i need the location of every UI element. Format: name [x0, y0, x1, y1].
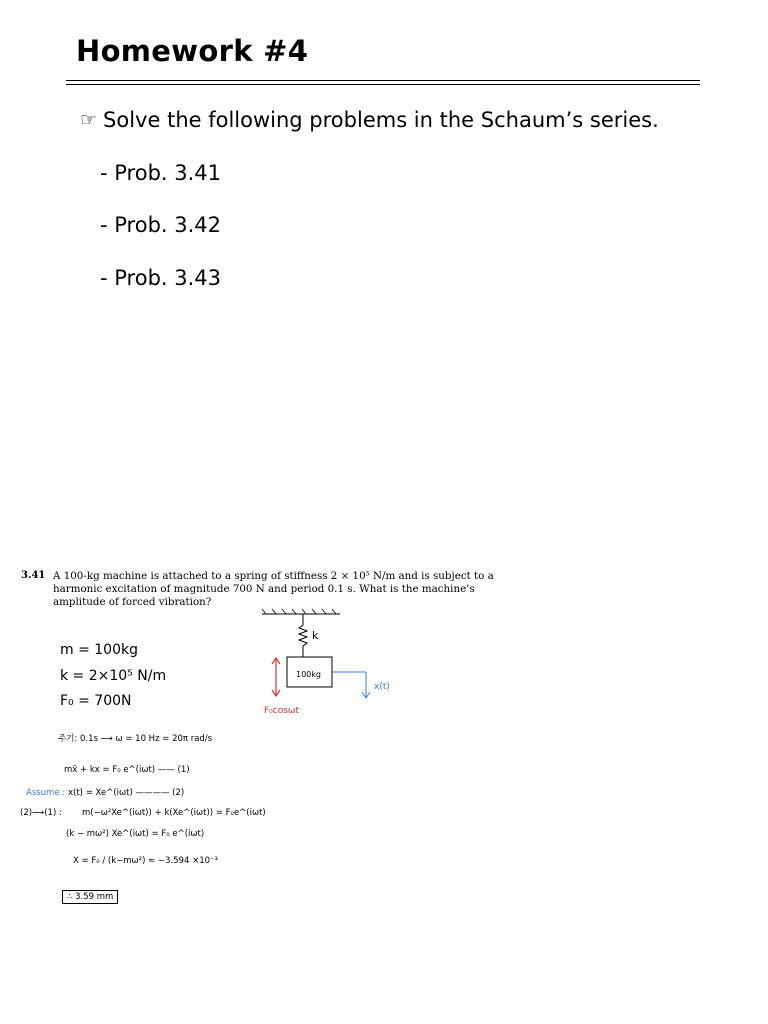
spring	[299, 614, 307, 657]
page-title: Homework #4	[76, 34, 309, 68]
equation-of-motion: mẍ + kx = F₀ e^(iωt) —— (1)	[64, 765, 190, 775]
given-stiffness: k = 2×10⁵ N/m	[60, 668, 167, 684]
problem-number: 3.41	[21, 570, 46, 581]
instruction-line	[80, 108, 659, 132]
problem-statement: A 100-kg machine is attached to a spring of stiffness 2 × 10⁵ N/m and is subject to a harmonic excitation of magnitude 700 N and period 0.1 s. What is the machine’s amplitude of forced vibration?	[53, 570, 494, 608]
force-label: F₀cosωt	[264, 706, 299, 716]
problem-item: - Prob. 3.42	[100, 213, 222, 237]
pointing-hand-icon: ☞	[80, 109, 98, 131]
period-line: 주기: 0.1s ⟶ ω = 10 Hz = 20π rad/s	[58, 734, 213, 744]
problem-item: - Prob. 3.43	[100, 266, 222, 290]
spring-label: k	[312, 629, 319, 642]
title-underline-top	[66, 80, 700, 81]
ground-hatch	[262, 609, 336, 614]
spring-mass-diagram	[248, 607, 418, 717]
answer-box: ∴ 3.59 mm	[62, 890, 118, 904]
mass-label: 100kg	[296, 670, 321, 679]
assumed-solution: x(t) = Xe^(iωt) ———— (2)	[68, 788, 185, 798]
amplitude-equation: X = F₀ / (k−mω²) ≈ −3.594 ×10⁻³	[73, 856, 218, 866]
displacement-label: x(t)	[374, 682, 390, 692]
substituted-equation: m(−ω²Xe^(iωt)) + k(Xe^(iωt)) = F₀e^(iωt)	[82, 808, 266, 818]
problem-item: - Prob. 3.41	[100, 161, 222, 185]
given-mass: m = 100kg	[60, 642, 138, 658]
substitution-label: (2)⟶(1) :	[20, 808, 62, 818]
assume-label: Assume :	[26, 788, 66, 798]
title-underline-bottom	[66, 84, 700, 85]
instruction-text: Solve the following problems in the Schaum’s series.	[103, 108, 659, 132]
simplified-equation: (k − mω²) Xe^(iωt) = F₀ e^(iωt)	[66, 829, 205, 839]
given-force: F₀ = 700N	[60, 693, 132, 709]
